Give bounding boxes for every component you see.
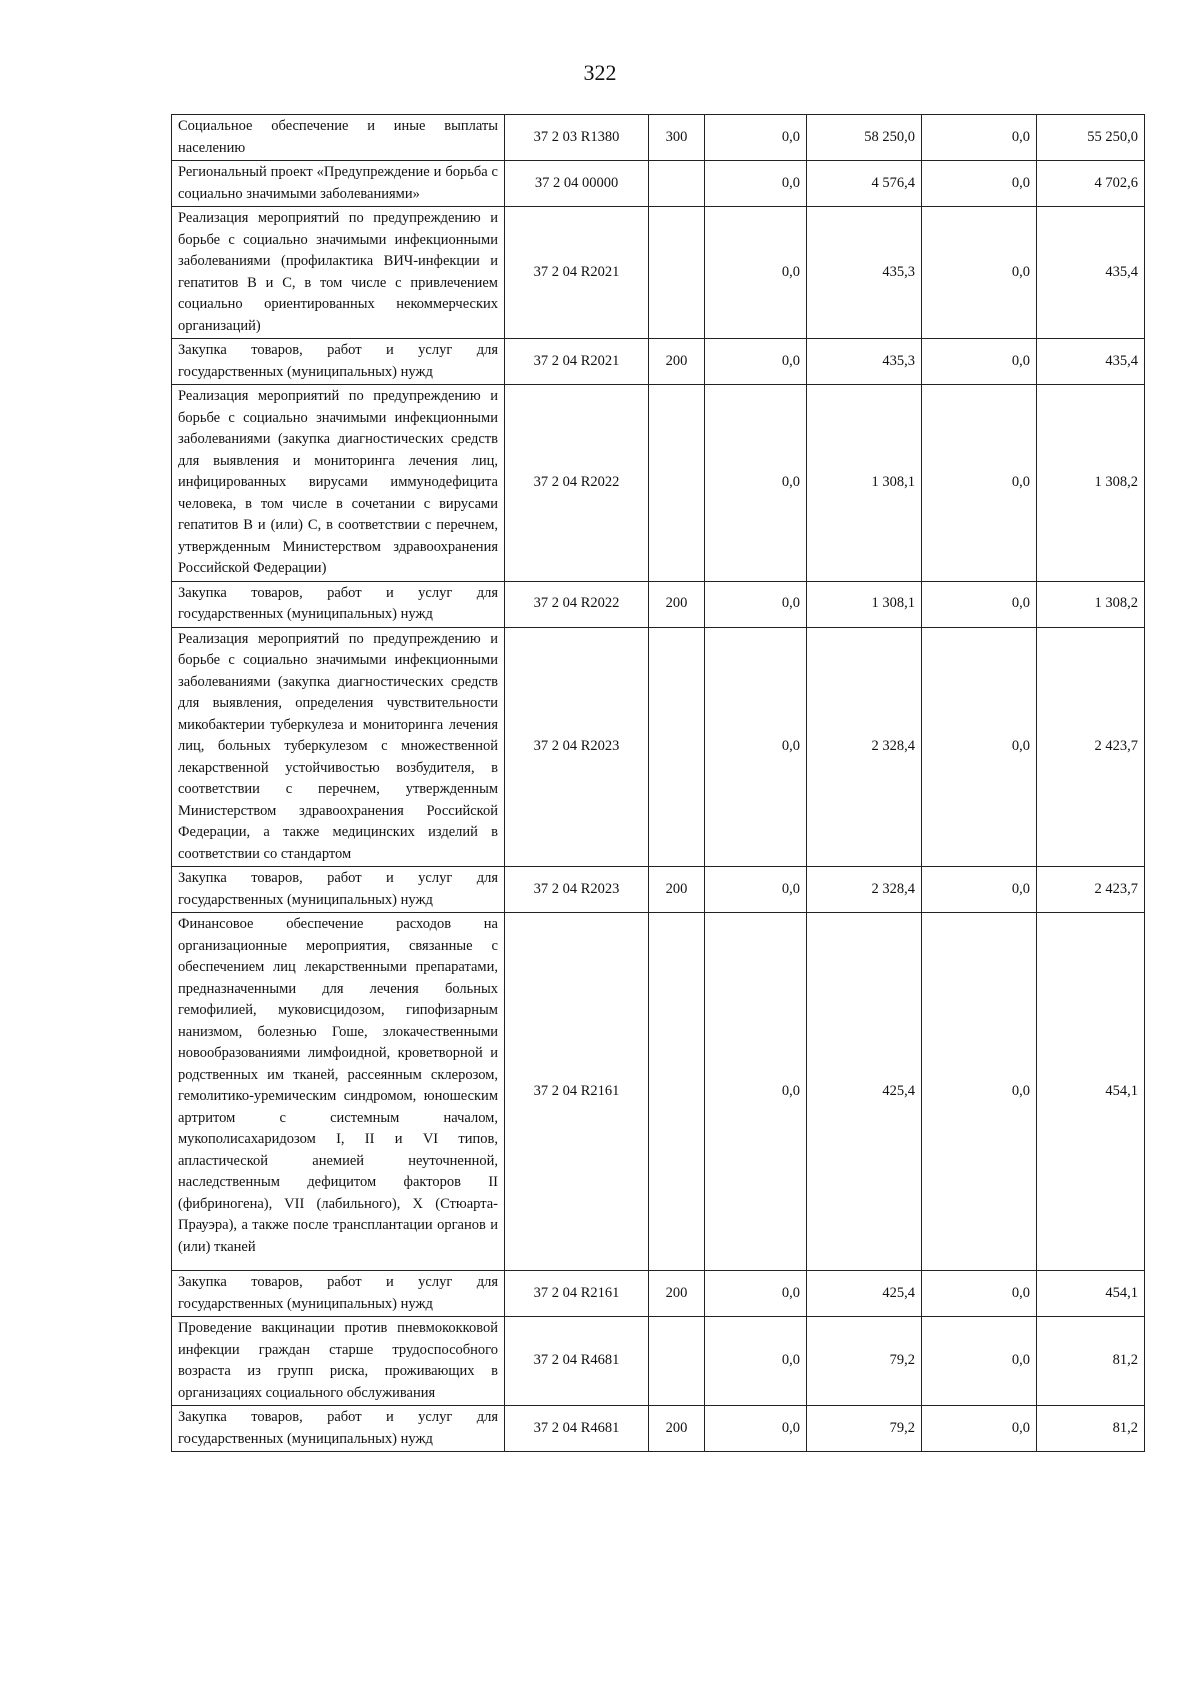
row-name-cell: Реализация мероприятий по предупреждению и борьбе с социально значимыми инфекционными заболеваниями (профилактика ВИЧ-инфекции и гепатитов В и С, в том числе с привлечением социально ориентированных некоммерческих организаций) — [172, 207, 505, 339]
table-row — [172, 581, 1145, 627]
row-value-4-cell: 81,2 — [1037, 1317, 1145, 1406]
row-expense-type-cell — [649, 385, 705, 582]
table-row — [172, 1271, 1145, 1317]
row-value-4-cell: 4 702,6 — [1037, 161, 1145, 207]
table-row — [172, 913, 1145, 1271]
row-name-cell: Реализация мероприятий по предупреждению и борьбе с социально значимыми инфекционными заболеваниями (закупка диагностических средств для выявления и мониторинга лечения лиц, инфицированных вирусами иммунодефицита человека, в том числе в сочетании с вирусами гепатитов В и (или) С, в соответствии с перечнем, утвержденным Министерством здравоохранения Российской Федерации) — [172, 385, 505, 582]
table-row — [172, 867, 1145, 913]
row-code-cell: 37 2 04 R2021 — [505, 339, 649, 385]
row-value-2-cell: 4 576,4 — [807, 161, 922, 207]
row-value-4-cell: 454,1 — [1037, 1271, 1145, 1317]
row-expense-type-cell — [649, 207, 705, 339]
row-value-1-cell: 0,0 — [705, 115, 807, 161]
row-value-1-cell: 0,0 — [705, 913, 807, 1271]
row-value-3-cell: 0,0 — [922, 385, 1037, 582]
row-name-cell: Проведение вакцинации против пневмококковой инфекции граждан старше трудоспособного возраста из групп риска, проживающих в организациях социального обслуживания — [172, 1317, 505, 1406]
row-name-cell: Закупка товаров, работ и услуг для государственных (муниципальных) нужд — [172, 1271, 505, 1317]
row-value-3-cell: 0,0 — [922, 867, 1037, 913]
row-value-4-cell: 2 423,7 — [1037, 867, 1145, 913]
row-value-2-cell: 2 328,4 — [807, 867, 922, 913]
row-value-2-cell: 2 328,4 — [807, 627, 922, 867]
row-name-cell: Закупка товаров, работ и услуг для государственных (муниципальных) нужд — [172, 867, 505, 913]
row-value-1-cell: 0,0 — [705, 1317, 807, 1406]
row-value-2-cell: 79,2 — [807, 1406, 922, 1452]
table-row — [172, 385, 1145, 582]
row-expense-type-cell: 200 — [649, 1271, 705, 1317]
row-value-3-cell: 0,0 — [922, 339, 1037, 385]
row-value-4-cell: 435,4 — [1037, 207, 1145, 339]
row-value-1-cell: 0,0 — [705, 1406, 807, 1452]
row-value-1-cell: 0,0 — [705, 581, 807, 627]
row-code-cell: 37 2 03 R1380 — [505, 115, 649, 161]
table-row — [172, 1406, 1145, 1452]
row-code-cell: 37 2 04 R2023 — [505, 627, 649, 867]
row-value-4-cell: 2 423,7 — [1037, 627, 1145, 867]
table-row — [172, 1317, 1145, 1406]
table-row — [172, 627, 1145, 867]
page-number: 322 — [583, 60, 617, 85]
row-value-4-cell: 55 250,0 — [1037, 115, 1145, 161]
row-expense-type-cell — [649, 913, 705, 1271]
row-code-cell: 37 2 04 R2021 — [505, 207, 649, 339]
row-value-1-cell: 0,0 — [705, 385, 807, 582]
row-value-3-cell: 0,0 — [922, 115, 1037, 161]
row-code-cell: 37 2 04 R2161 — [505, 913, 649, 1271]
row-expense-type-cell: 200 — [649, 1406, 705, 1452]
row-expense-type-cell — [649, 1317, 705, 1406]
row-value-2-cell: 79,2 — [807, 1317, 922, 1406]
row-value-4-cell: 454,1 — [1037, 913, 1145, 1271]
row-value-3-cell: 0,0 — [922, 581, 1037, 627]
row-name-cell: Социальное обеспечение и иные выплаты населению — [172, 115, 505, 161]
table-row — [172, 115, 1145, 161]
row-code-cell: 37 2 04 R2022 — [505, 581, 649, 627]
row-expense-type-cell: 200 — [649, 581, 705, 627]
row-name-cell: Финансовое обеспечение расходов на организационные мероприятия, связанные с обеспечением лиц лекарственными препаратами, предназначенными для лечения больных гемофилией, муковисцидозом, гипофизарным нанизмом, болезнью Гоше, злокачественными новообразованиями лимфоидной, кроветворной и родственных им тканей, рассеянным склерозом, гемолитико-уремическим синдромом, юношеским артритом с системным началом, мукополисахаридозом I, II и VI типов, апластической анемией неуточненной, наследственным дефицитом факторов II (фибриногена), VII (лабильного), X (Стюарта-Прауэра), а также после трансплантации органов и (или) тканей — [172, 913, 505, 1271]
row-name-cell: Реализация мероприятий по предупреждению и борьбе с социально значимыми инфекционными заболеваниями (закупка диагностических средств для выявления, определения чувствительности микобактерии туберкулеза и мониторинга лечения лиц, больных туберкулезом с множественной лекарственной устойчивостью возбудителя, в соответствии с перечнем, утвержденным Министерством здравоохранения Российской Федерации, а также медицинских изделий в соответствии со стандартом — [172, 627, 505, 867]
row-name-cell: Закупка товаров, работ и услуг для государственных (муниципальных) нужд — [172, 1406, 505, 1452]
row-value-4-cell: 1 308,2 — [1037, 385, 1145, 582]
row-value-2-cell: 435,3 — [807, 339, 922, 385]
row-value-2-cell: 1 308,1 — [807, 385, 922, 582]
row-value-1-cell: 0,0 — [705, 207, 807, 339]
row-value-1-cell: 0,0 — [705, 867, 807, 913]
row-code-cell: 37 2 04 R2022 — [505, 385, 649, 582]
row-name-cell: Региональный проект «Предупреждение и борьба с социально значимыми заболеваниями» — [172, 161, 505, 207]
row-value-3-cell: 0,0 — [922, 627, 1037, 867]
row-value-4-cell: 435,4 — [1037, 339, 1145, 385]
row-name-cell: Закупка товаров, работ и услуг для государственных (муниципальных) нужд — [172, 581, 505, 627]
row-value-3-cell: 0,0 — [922, 913, 1037, 1271]
row-value-2-cell: 425,4 — [807, 1271, 922, 1317]
row-value-4-cell: 1 308,2 — [1037, 581, 1145, 627]
row-expense-type-cell — [649, 627, 705, 867]
table-row — [172, 207, 1145, 339]
table-row — [172, 161, 1145, 207]
row-value-3-cell: 0,0 — [922, 1271, 1037, 1317]
row-expense-type-cell: 200 — [649, 339, 705, 385]
row-code-cell: 37 2 04 R2023 — [505, 867, 649, 913]
row-value-1-cell: 0,0 — [705, 339, 807, 385]
row-name-cell: Закупка товаров, работ и услуг для государственных (муниципальных) нужд — [172, 339, 505, 385]
row-value-1-cell: 0,0 — [705, 627, 807, 867]
row-value-2-cell: 425,4 — [807, 913, 922, 1271]
row-value-2-cell: 1 308,1 — [807, 581, 922, 627]
row-value-3-cell: 0,0 — [922, 161, 1037, 207]
row-code-cell: 37 2 04 R2161 — [505, 1271, 649, 1317]
row-expense-type-cell: 200 — [649, 867, 705, 913]
row-code-cell: 37 2 04 R4681 — [505, 1317, 649, 1406]
row-value-1-cell: 0,0 — [705, 161, 807, 207]
row-expense-type-cell — [649, 161, 705, 207]
table-row — [172, 339, 1145, 385]
row-value-2-cell: 435,3 — [807, 207, 922, 339]
row-value-4-cell: 81,2 — [1037, 1406, 1145, 1452]
row-code-cell: 37 2 04 R4681 — [505, 1406, 649, 1452]
row-value-2-cell: 58 250,0 — [807, 115, 922, 161]
table-body — [172, 115, 1145, 1452]
row-value-3-cell: 0,0 — [922, 1317, 1037, 1406]
row-code-cell: 37 2 04 00000 — [505, 161, 649, 207]
row-value-3-cell: 0,0 — [922, 1406, 1037, 1452]
row-expense-type-cell: 300 — [649, 115, 705, 161]
row-value-3-cell: 0,0 — [922, 207, 1037, 339]
budget-table — [171, 114, 1145, 1452]
row-value-1-cell: 0,0 — [705, 1271, 807, 1317]
